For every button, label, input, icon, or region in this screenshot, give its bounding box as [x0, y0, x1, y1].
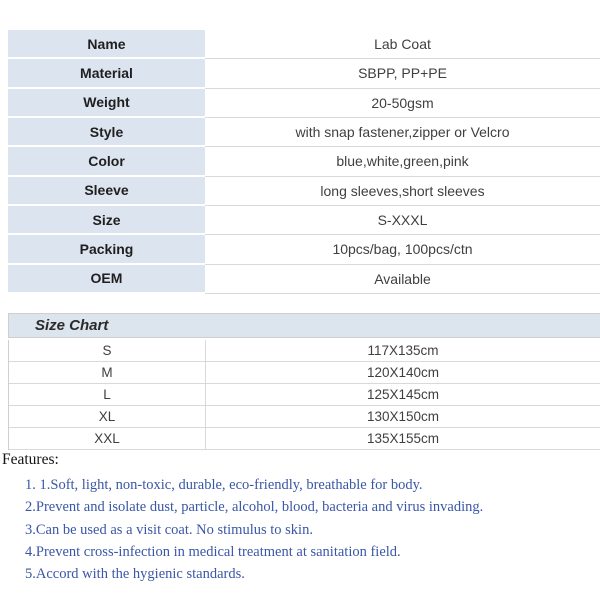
- size-cell: XL: [98, 409, 116, 424]
- features-list: [25, 474, 592, 585]
- spec-value-cell: SBPP, PP+PE: [205, 59, 600, 88]
- spec-value-cell: with snap fastener,zipper or Velcro: [205, 118, 600, 147]
- spec-label-cell: Sleeve: [8, 177, 205, 206]
- dimension-cell: 120X140cm: [205, 362, 600, 383]
- product-spec-table: [8, 30, 600, 294]
- table-row: [8, 265, 600, 294]
- spec-label-cell: Packing: [8, 235, 205, 264]
- spec-label-cell: OEM: [8, 265, 205, 294]
- size-chart-section: [8, 313, 600, 450]
- spec-label-cell: Color: [8, 147, 205, 176]
- table-row: [9, 406, 600, 428]
- feature-item: 1. 1.Soft, light, non-toxic, durable, eco-friendly, breathable for body.: [25, 477, 423, 493]
- dimension-cell: 135X155cm: [205, 428, 600, 449]
- features-heading: Features:: [2, 451, 59, 468]
- spec-value-cell: Lab Coat: [205, 30, 600, 59]
- spec-label-cell: Weight: [8, 89, 205, 118]
- size-cell: S: [102, 343, 112, 358]
- size-cell: M: [101, 365, 113, 380]
- spec-label-cell: Material: [8, 59, 205, 88]
- feature-item: 5.Accord with the hygienic standards.: [25, 566, 245, 583]
- table-row: [9, 428, 600, 450]
- dimension-cell: 117X135cm: [205, 340, 600, 361]
- table-row: [8, 177, 600, 206]
- spec-value-cell: blue,white,green,pink: [205, 147, 600, 176]
- table-row: [9, 384, 600, 406]
- spec-value-cell: Available: [205, 265, 600, 294]
- size-cell: L: [103, 387, 111, 402]
- dimension-cell: 125X145cm: [205, 384, 600, 405]
- table-row: [8, 147, 600, 176]
- table-row: [8, 89, 600, 118]
- feature-item: 3.Can be used as a visit coat. No stimulus to skin.: [25, 521, 313, 538]
- spec-label-cell: Style: [8, 118, 205, 147]
- spec-value-cell: 10pcs/bag, 100pcs/ctn: [205, 235, 600, 264]
- table-row: [8, 118, 600, 147]
- spec-label-cell: Size: [8, 206, 205, 235]
- table-row: [8, 235, 600, 264]
- spec-label-cell: Name: [8, 30, 205, 59]
- spec-value-cell: long sleeves,short sleeves: [205, 177, 600, 206]
- table-row: [8, 30, 600, 59]
- size-cell: XXL: [94, 431, 120, 446]
- table-row: [8, 206, 600, 235]
- table-row: [9, 340, 600, 362]
- table-row: [8, 59, 600, 88]
- size-chart-table: [8, 340, 600, 450]
- spec-value-cell: 20-50gsm: [205, 89, 600, 118]
- size-chart-header: [8, 313, 600, 338]
- feature-item: 2.Prevent and isolate dust, particle, alcohol, blood, bacteria and virus invading.: [25, 499, 484, 516]
- size-chart-title: Size Chart: [35, 317, 109, 334]
- spec-value-cell: S-XXXL: [205, 206, 600, 235]
- dimension-cell: 130X150cm: [205, 406, 600, 427]
- feature-item: 4.Prevent cross-infection in medical treatment at sanitation field.: [25, 543, 401, 560]
- features-section: [2, 451, 592, 585]
- table-row: [9, 362, 600, 384]
